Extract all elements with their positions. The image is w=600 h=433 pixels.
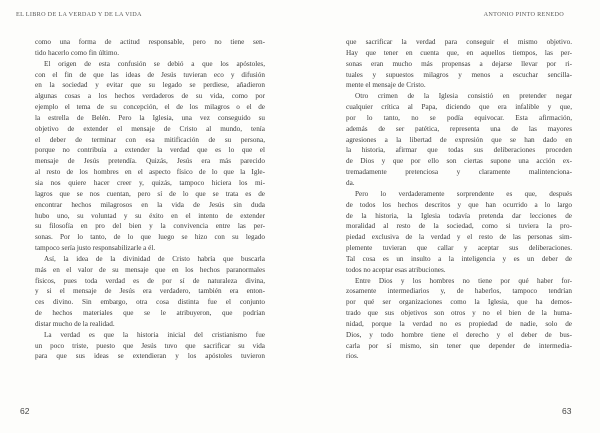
text-line: por lo tanto, no se podía equivocar. Esta afirmación, xyxy=(346,113,572,122)
running-head-right: ANTONIO PINTO RENEDO xyxy=(483,11,564,18)
text-line: porque no contribuía a extender la verdad que es lo que el xyxy=(35,146,265,155)
text-line: lagros que se nos cuentan, pero sí de lo que se trata es de xyxy=(35,189,265,198)
text-line: cualquier crítica al Papa, diciendo que era infalible y que, xyxy=(346,103,572,112)
text-line: en la sociedad y evitar que su legado se perdiese, añadieron xyxy=(35,81,265,90)
text-line: nidad, porque la verdad no es propiedad de nadie, solo de xyxy=(346,319,572,328)
text-line: tremadamente pretenciosa y claramente malintenciona- xyxy=(346,168,572,177)
text-line: da. xyxy=(346,178,355,187)
text-line: de Dios y que por ello son ciertas supone una acción ex- xyxy=(346,157,572,166)
text-line: distar mucho de la realidad. xyxy=(35,319,115,328)
text-line: como una forma de actitud responsable, pero no tiene sen- xyxy=(35,38,265,46)
text-line: con el fin de que las ideas de Jesús tuvieran eco y difusión xyxy=(35,70,265,79)
text-line: plemente tuvieran que callar y aceptar sus deliberaciones. xyxy=(346,244,572,253)
text-line: sia nos quiere hacer creer y, quizás, tampoco hiciera los mi- xyxy=(35,178,265,187)
text-line: por qué ser organizaciones como la Iglesia, que ha demos- xyxy=(346,298,572,307)
text-line: todos no aceptar esas atribuciones. xyxy=(346,265,446,274)
text-line: Dios, y todo hombre tiene el derecho y el deber de bus- xyxy=(346,330,572,339)
text-line: Otro crimen de la Iglesia consistió en pretender negar xyxy=(355,92,572,101)
text-line: sonas. Por lo tanto, de lo que luego se hizo con su legado xyxy=(35,233,265,242)
text-line: tuales y supuestos milagros y menos a escuchar sencilla- xyxy=(346,70,572,79)
text-line: mente el mensaje de Cristo. xyxy=(346,81,426,90)
page-number-right: 63 xyxy=(562,406,572,416)
text-line: zosamente intermediarios y, de haberlos, tampoco tendrían xyxy=(346,287,572,296)
page-number-left: 62 xyxy=(20,406,30,416)
text-line: Hay que tener en cuenta que, en aquellos tiempos, las per- xyxy=(346,48,572,57)
text-line: un poco triste, puesto que Jesús tuvo que sacrificar su vida xyxy=(35,341,265,350)
text-line: su filosofía en pro del bien y la convivencia entre las per- xyxy=(35,222,265,231)
text-line: moralidad al resto de la sociedad, como si tuviera la pro- xyxy=(346,222,572,231)
text-line: rios. xyxy=(346,352,359,361)
right-page xyxy=(300,0,600,433)
text-line: Entre Dios y los hombres no tiene por qué haber for- xyxy=(355,276,572,285)
text-line: más en el valor de su mensaje que en los hechos paranormales xyxy=(35,265,265,274)
text-line: de todos los hechos descritos y que han ocurrido a lo largo xyxy=(346,200,572,209)
text-line: físicos, pues toda verdad es de por sí de naturaleza divina, xyxy=(35,276,265,285)
text-line: de la historia, la Iglesia todavía pretenda dar lecciones de xyxy=(346,211,572,220)
text-line: el deber de terminar con esa mitificación de su persona, xyxy=(35,135,265,144)
text-line: encontrar hechos milagrosos en la vida de Jesús sin duda xyxy=(35,200,265,209)
text-line: algunas cosas a los hechos verdaderos de su vida, como por xyxy=(35,92,265,101)
text-line: trado que sus objetivos son otros y no el bien de la huma- xyxy=(346,309,572,318)
text-line: hubo uno, su voluntad y su éxito en el intento de extender xyxy=(35,211,265,220)
text-line: objetivo de extender el mensaje de Cristo al mundo, tenía xyxy=(35,124,265,133)
text-line: de hechos materiales que se le atribuyeron, que podrían xyxy=(35,309,265,318)
text-line: piedad exclusiva de la verdad y el resto de las personas sim- xyxy=(346,233,572,242)
text-line: carla por sí mismo, sin tener que depender de intermedia- xyxy=(346,341,572,350)
text-line: y si el mensaje de Jesús era verdadero, también era enton- xyxy=(35,287,265,296)
text-line: tampoco sería justo responsabilizarle a él. xyxy=(35,244,156,253)
text-line: sonas eran mucho más propensas a dejarse llevar por ri- xyxy=(346,59,572,68)
text-line: ces divino. Sin embargo, otra cosa distinta fue el conjunto xyxy=(35,298,265,307)
left-page-text xyxy=(35,37,265,362)
text-line: La verdad es que la historia inicial del cristianismo fue xyxy=(44,330,265,339)
text-line: la historia, afirmar que todas sus deliberaciones proceden xyxy=(346,146,572,155)
text-line: Tal cosa es un insulto a la inteligencia y es un deber de xyxy=(346,254,572,263)
text-line: Pero lo verdaderamente sorprendente es que, después xyxy=(355,189,572,198)
text-line: además de ser patética, representa una de las mayores xyxy=(346,124,572,133)
running-head-left: EL LIBRO DE LA VERDAD Y DE LA VIDA xyxy=(16,11,142,18)
text-line: tido hacerlo como fin último. xyxy=(35,48,120,57)
text-line: mensaje de Jesús pretendía. Quizás, Jesús era más parecido xyxy=(35,157,265,166)
text-line: para que sus ideas se extendieran y los apóstoles tuvieron xyxy=(35,352,265,361)
text-line: Así, la idea de la divinidad de Cristo habría que buscarla xyxy=(44,254,265,263)
text-line: al resto de los hombres en el aspecto físico de lo que la Igle- xyxy=(35,168,265,177)
right-page-text xyxy=(346,37,572,362)
text-line: agresiones a la libertad de expresión que se han dado en xyxy=(346,135,572,144)
text-line: la estrella de Belén. Pero la Iglesia, una vez conseguido su xyxy=(35,113,265,122)
text-line: que sacrificar la verdad para conseguir el mismo objetivo. xyxy=(346,38,572,46)
text-line: ejemplo el tema de su concepción, el de los milagros o el de xyxy=(35,103,265,112)
text-line: El origen de esta confusión se debió a que los apóstoles, xyxy=(44,59,265,68)
